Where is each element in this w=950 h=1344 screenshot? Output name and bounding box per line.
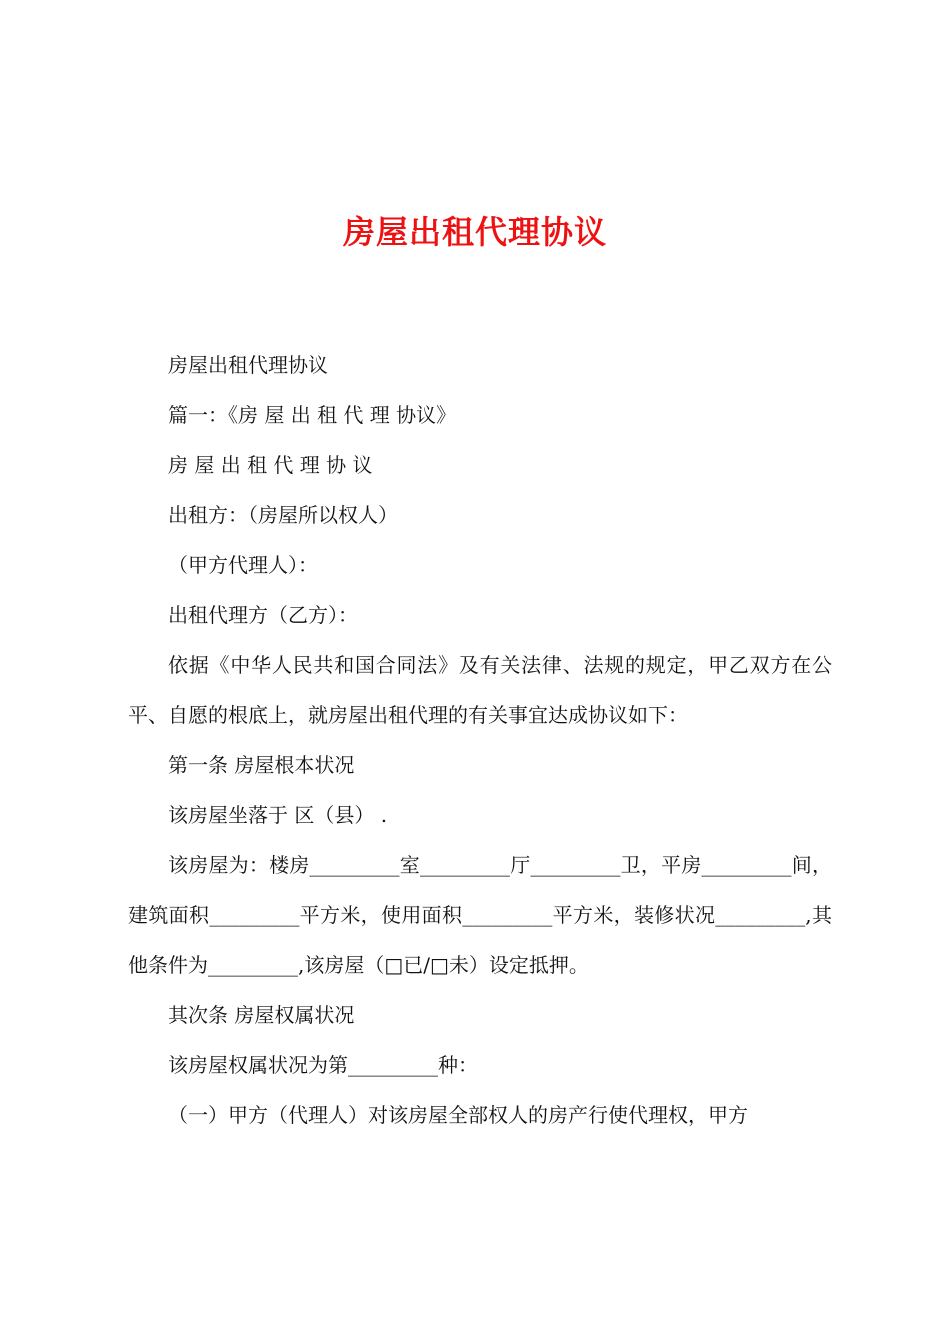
paragraph-party-a-agent: （甲方代理人）： <box>168 553 318 577</box>
paragraph-party-b: 出租代理方（乙方）： <box>168 603 358 627</box>
paragraph-article-one: 第一条 房屋根本状况 <box>168 753 355 777</box>
paragraph-lessor: 出租方：（房屋所以权人） <box>168 503 398 527</box>
paragraph-article-two: 其次条 房屋权属状况 <box>168 1003 355 1027</box>
paragraph-ownership-type: 该房屋权属状况为第_________种： <box>168 1053 478 1077</box>
paragraph-chapter-one: 篇一：《房 屋 出 租 代 理 协议》 <box>168 403 457 427</box>
paragraph-clause-one: （一）甲方（代理人）对该房屋全部权人的房产行使代理权，甲方 <box>168 1103 748 1127</box>
paragraph-preamble: 依据《中华人民共和国合同法》及有关法律、法规的规定，甲乙双方在公平、自愿的根底上，就房屋出租代理的有关事宜达成协议如下： <box>128 653 832 727</box>
document-title: 房屋出租代理协议 <box>342 213 607 251</box>
paragraph-agreement-title: 房 屋 出 租 代 理 协 议 <box>168 453 373 477</box>
paragraph-house-details: 该房屋为：楼房_________室_________厅_________卫，平房_________间，建筑面积_________平方米，使用面积_________平方米，装修状况_________,其他条件为_________,该房屋（□已/□未）设定抵押。 <box>128 853 832 977</box>
paragraph-location: 该房屋坐落于 区（县） . <box>168 803 388 827</box>
document-body <box>128 340 832 1140</box>
paragraph-heading: 房屋出租代理协议 <box>168 353 328 377</box>
